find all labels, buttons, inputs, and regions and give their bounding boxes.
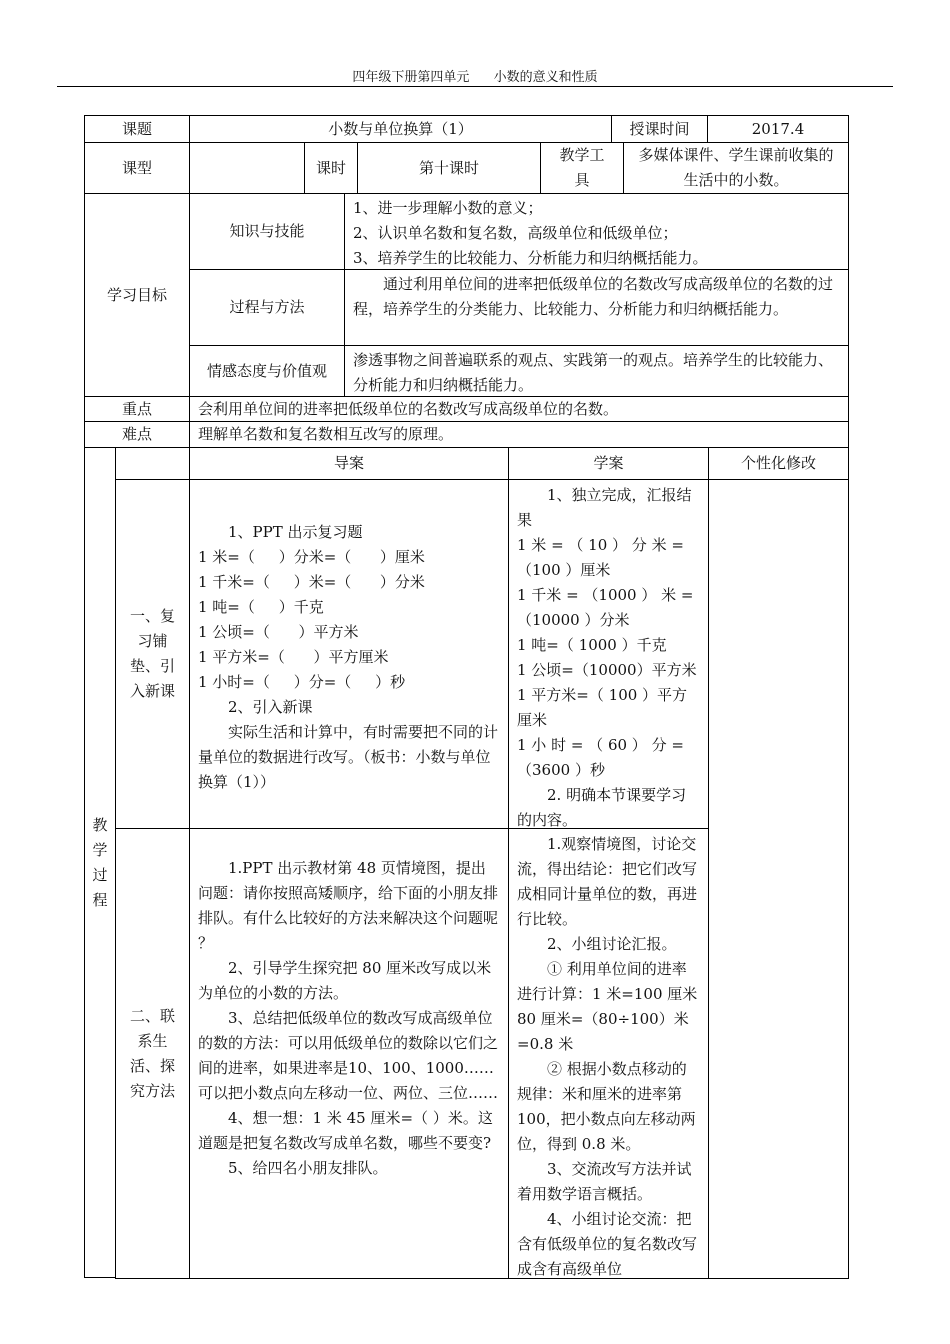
guide-line: 2、引入新课 bbox=[228, 698, 313, 716]
guide-line: 1 吨=（ ）千克 bbox=[198, 598, 324, 616]
guide-line: 5、给四名小朋友排队。 bbox=[228, 1159, 388, 1177]
emotion-text: 渗透事物之间普遍联系的观点、实践第一的观点。培养学生的比较能力、分析能力和归纳概括能力。 bbox=[344, 345, 849, 397]
guide-line: 1 公顷=（ ）平方米 bbox=[198, 623, 359, 641]
process-method-text: 通过利用单位间的进率把低级单位的名数改写成高级单位的名数的过程，培养学生的分类能力、比较能力、分析能力和归纳概括能力。 bbox=[344, 269, 849, 346]
knowledge-item: 1、进一步理解小数的意义； bbox=[353, 199, 543, 217]
time-label: 授课时间 bbox=[611, 115, 708, 143]
topic-label: 课题 bbox=[84, 115, 190, 143]
goals-label: 学习目标 bbox=[84, 193, 190, 397]
guide-line: 1、PPT 出示复习题 bbox=[228, 523, 363, 541]
period-value: 第十课时 bbox=[357, 142, 541, 194]
teaching-process-label: 教学过程 bbox=[84, 447, 116, 1278]
guide-line: 4、想一想：1 米 45 厘米=（ ）米。这道题是把复名数改写成单名数，哪些不要变? bbox=[198, 1109, 493, 1152]
emotion-label: 情感态度与价值观 bbox=[189, 345, 345, 397]
header-topic: 小数的意义和性质 bbox=[493, 70, 598, 85]
guide-line: 1.PPT 出示教材第 48 页情境图，提出问题：请你按照高矮顺序，给下面的小朋友排排队。有什么比较好的方法来解决这个问题呢 ？ bbox=[198, 859, 499, 952]
guide-line: 1 米=（ ）分米=（ ）厘米 bbox=[198, 548, 425, 566]
guide-line: 1 千米=（ ）米=（ ）分米 bbox=[198, 573, 425, 591]
section2-guide bbox=[189, 828, 509, 1279]
study-line: 1、独立完成，汇报结果 bbox=[517, 486, 692, 529]
type-value bbox=[189, 142, 305, 194]
knowledge-item: 3、培养学生的比较能力、分析能力和归纳概括能力。 bbox=[353, 249, 708, 267]
key-text: 会利用单位间的进率把低级单位的名数改写成高级单位的名数。 bbox=[189, 396, 849, 422]
guide-line: 1 小时=（ ）分=（ ）秒 bbox=[198, 673, 406, 691]
difficulty-text: 理解单名数和复名数相互改写的原理。 bbox=[189, 421, 849, 448]
key-label: 重点 bbox=[84, 396, 190, 422]
blank-cell bbox=[115, 447, 190, 480]
study-line: 1.观察情境图，讨论交流，得出结论：把它们改写成相同计量单位的数，再进行比较。 bbox=[517, 835, 698, 928]
study-line: 1 吨=（ 1000 ）千克 bbox=[517, 636, 667, 654]
header-unit: 四年级下册第四单元 bbox=[352, 70, 470, 85]
topic-value: 小数与单位换算（1） bbox=[189, 115, 612, 143]
guide-line: 2、引导学生探究把 80 厘米改写成以米为单位的小数的方法。 bbox=[198, 959, 492, 1002]
col-study-header: 学案 bbox=[508, 447, 709, 480]
study-line: 3、交流改写方法并试着用数学语言概括。 bbox=[517, 1160, 692, 1203]
header-rule bbox=[57, 86, 893, 87]
knowledge-item: 2、认识单名数和复名数，高级单位和低级单位； bbox=[353, 224, 678, 242]
time-value: 2017.4 bbox=[707, 115, 849, 143]
tools-value: 多媒体课件、学生课前收集的生活中的小数。 bbox=[623, 142, 849, 194]
study-line: 2、小组讨论汇报。 bbox=[547, 935, 677, 953]
tools-label: 教学工具 bbox=[540, 142, 624, 194]
page-header bbox=[0, 66, 950, 85]
study-line: 1 小 时 = （ 60 ） 分 = （3600 ）秒 bbox=[517, 736, 684, 779]
period-label: 课时 bbox=[304, 142, 358, 194]
section1-guide bbox=[189, 479, 509, 829]
study-line: 2. 明确本节课要学习的内容。 bbox=[517, 786, 687, 829]
study-line: ② 根据小数点移动的规律：米和厘米的进率第 100，把小数点向左移动两位，得到 0.8 米。 bbox=[517, 1060, 696, 1153]
guide-line: 实际生活和计算中，有时需要把不同的计量单位的数据进行改写。（板书：小数与单位换算（1）） bbox=[198, 723, 499, 791]
col-custom-header: 个性化修改 bbox=[708, 447, 849, 480]
col-guide-header: 导案 bbox=[189, 447, 509, 480]
study-line: ① 利用单位间的进率进行计算：1 米=100 厘米 80 厘米=（80÷100）米=0.8 米 bbox=[517, 960, 728, 1053]
section1-label: 一、复习铺垫、引入新课 bbox=[115, 479, 190, 829]
study-line: 1 米 = （ 10 ） 分 米 = （100 ）厘米 bbox=[517, 536, 684, 579]
study-line: 1 千米 = （1000 ） 米 = （10000 ）分米 bbox=[517, 586, 694, 629]
custom-cell bbox=[708, 479, 849, 1279]
study-line: 1 公顷=（10000）平方米 bbox=[517, 661, 697, 679]
knowledge-list bbox=[344, 193, 849, 270]
guide-line: 1 平方米=（ ）平方厘米 bbox=[198, 648, 389, 666]
section2-label: 二、联系生活、探究方法 bbox=[115, 828, 190, 1279]
difficulty-label: 难点 bbox=[84, 421, 190, 448]
section2-study bbox=[508, 828, 728, 1279]
study-line: 1 平方米=（ 100 ）平方厘米 bbox=[517, 686, 688, 729]
study-line: 4、小组讨论交流：把含有低级单位的复名数改写成含有高级单位 bbox=[517, 1210, 698, 1278]
guide-line: 3、总结把低级单位的数改写成高级单位的数的方法：可以用低级单位的数除以它们之间的进率，如果进率是10、100、1000……可以把小数点向左移动一位、两位、三位…… bbox=[198, 1009, 499, 1102]
process-method-label: 过程与方法 bbox=[189, 269, 345, 346]
knowledge-label: 知识与技能 bbox=[189, 193, 345, 270]
section1-study bbox=[508, 479, 709, 829]
type-label: 课型 bbox=[84, 142, 190, 194]
